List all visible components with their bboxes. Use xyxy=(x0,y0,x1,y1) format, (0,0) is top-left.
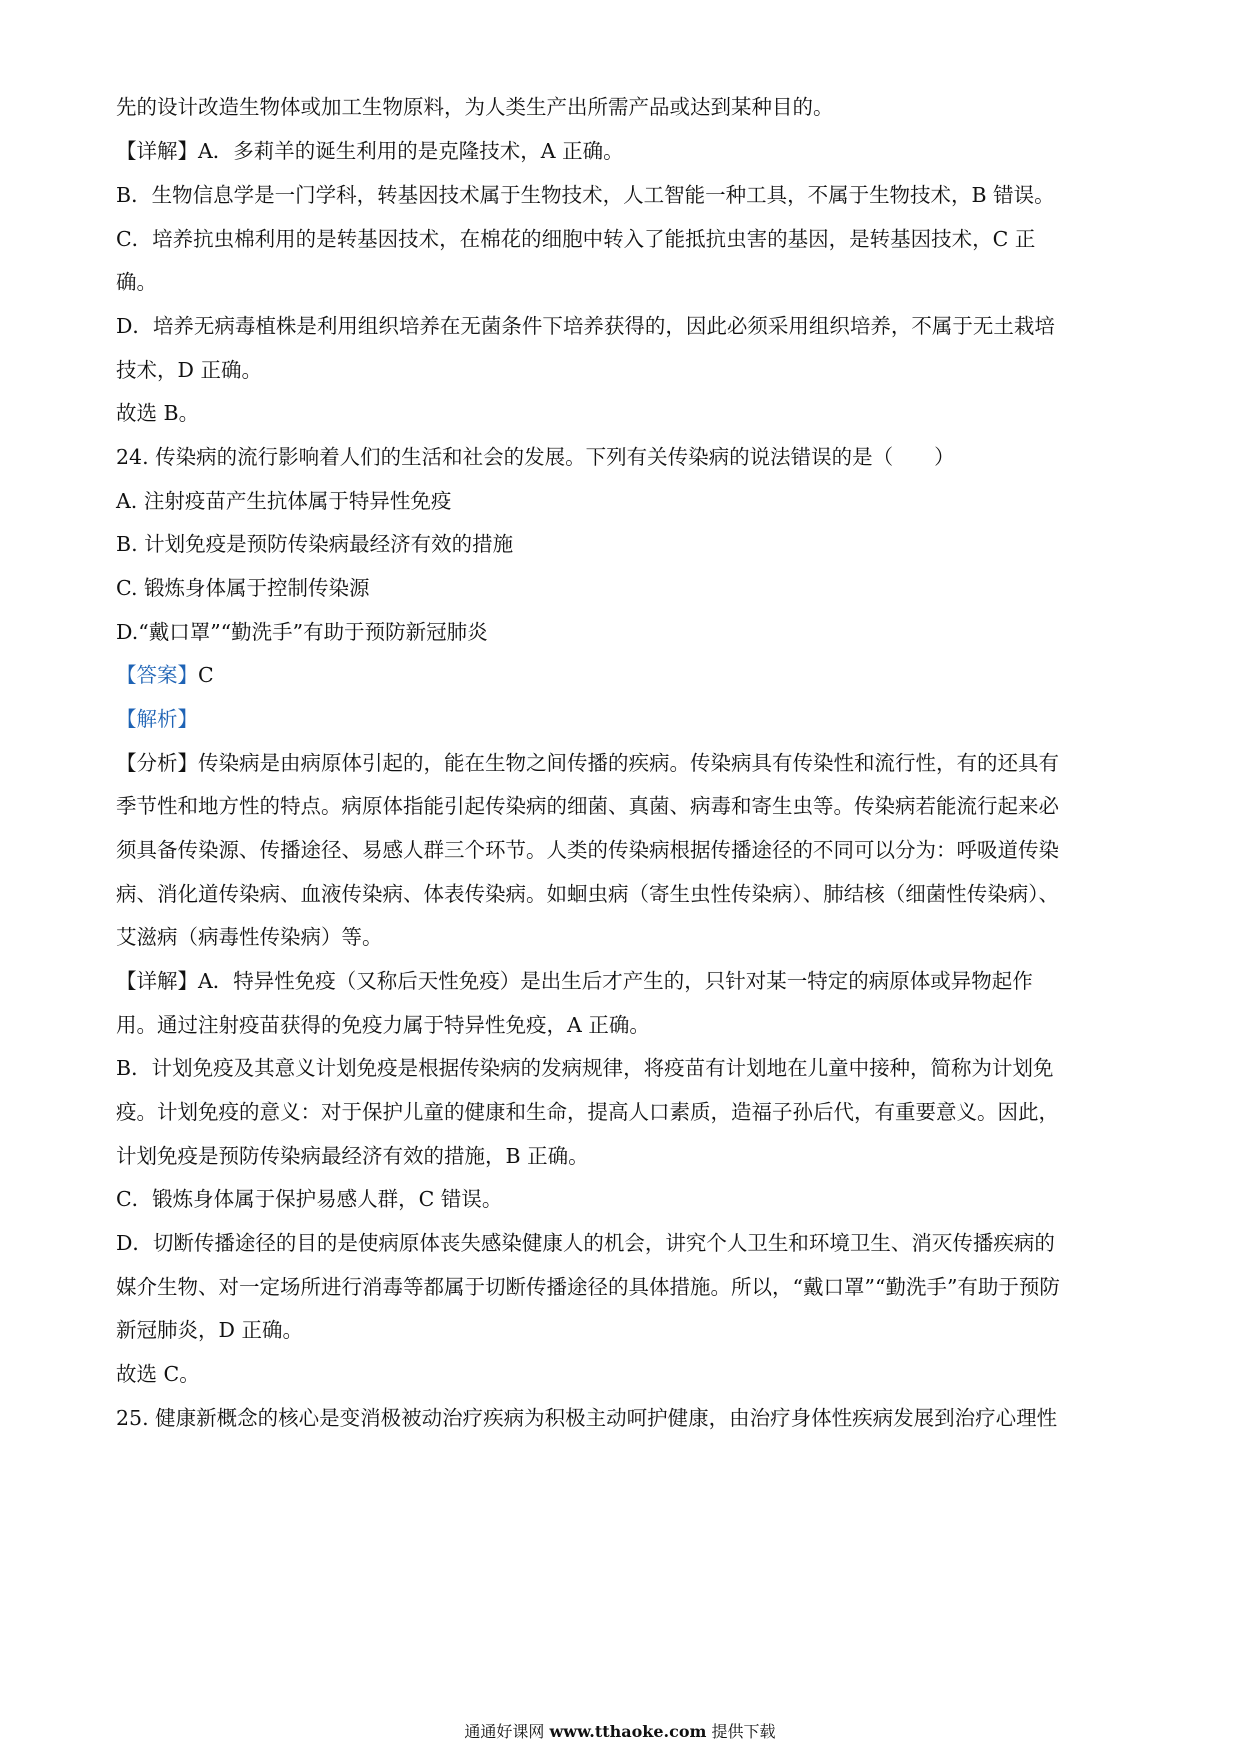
text-line: 艾滋病（病毒性传染病）等。 xyxy=(116,925,383,949)
analysis-label: 【解析】 xyxy=(116,707,198,731)
option-c: C. 锻炼身体属于控制传染源 xyxy=(116,576,370,600)
text-line: 故选 C。 xyxy=(116,1362,200,1386)
answer-label: 【答案】 xyxy=(116,663,198,687)
footer-note: 提供下载 xyxy=(711,1722,776,1741)
text-line: 媒介生物、对一定场所进行消毒等都属于切断传播途径的具体措施。所以，“戴口罩”“勤洗手”有助于预防 xyxy=(116,1275,1060,1299)
text-line: 故选 B。 xyxy=(116,401,200,425)
text-line: 先的设计改造生物体或加工生物原料，为人类生产出所需产品或达到某种目的。 xyxy=(116,95,834,119)
option-d: D.“戴口罩”“勤洗手”有助于预防新冠肺炎 xyxy=(116,620,488,644)
answer-value: C xyxy=(198,663,214,687)
text-line: 【分析】传染病是由病原体引起的，能在生物之间传播的疾病。传染病具有传染性和流行性，有的还具有 xyxy=(116,751,1059,775)
text-line: 新冠肺炎，D 正确。 xyxy=(116,1318,303,1342)
text-line: D．培养无病毒植株是利用组织培养在无菌条件下培养获得的，因此必须采用组织培养，不属于无土栽培 xyxy=(116,314,1055,338)
page-footer xyxy=(0,1721,1240,1743)
text-line: 确。 xyxy=(116,270,157,294)
option-a: A. 注射疫苗产生抗体属于特异性免疫 xyxy=(116,489,452,513)
text-line: C．培养抗虫棉利用的是转基因技术，在棉花的细胞中转入了能抵抗虫害的基因，是转基因技术，C 正 xyxy=(116,227,1036,251)
text-line: 【详解】A．多莉羊的诞生利用的是克隆技术，A 正确。 xyxy=(116,139,624,163)
question-24: 24. 传染病的流行影响着人们的生活和社会的发展。下列有关传染病的说法错误的是（ ） xyxy=(116,445,955,469)
text-line: 病、消化道传染病、血液传染病、体表传染病。如蛔虫病（寄生虫性传染病）、肺结核（细菌性传染病）、 xyxy=(116,882,1059,906)
analysis-line xyxy=(116,704,1136,734)
footer-site: 通通好课网 xyxy=(464,1722,545,1741)
text-line: 用。通过注射疫苗获得的免疫力属于特异性免疫，A 正确。 xyxy=(116,1013,650,1037)
text-line: C．锻炼身体属于保护易感人群，C 错误。 xyxy=(116,1187,503,1211)
text-line: 计划免疫是预防传染病最经济有效的措施，B 正确。 xyxy=(116,1144,589,1168)
text-line: 季节性和地方性的特点。病原体指能引起传染病的细菌、真菌、病毒和寄生虫等。传染病若能流行起来必 xyxy=(116,794,1059,818)
text-line: 疫。计划免疫的意义：对于保护儿童的健康和生命，提高人口素质，造福子孙后代，有重要意义。因此， xyxy=(116,1100,1059,1124)
text-line: D．切断传播途径的目的是使病原体丧失感染健康人的机会，讲究个人卫生和环境卫生、消灭传播疾病的 xyxy=(116,1231,1055,1255)
text-line: B．计划免疫及其意义计划免疫是根据传染病的发病规律，将疫苗有计划地在儿童中接种，简称为计划免 xyxy=(116,1056,1054,1080)
question-25: 25. 健康新概念的核心是变消极被动治疗疾病为积极主动呵护健康，由治疗身体性疾病发展到治疗心理性 xyxy=(116,1406,1058,1430)
text-line: 技术，D 正确。 xyxy=(116,358,262,382)
option-b: B. 计划免疫是预防传染病最经济有效的措施 xyxy=(116,532,514,556)
text-line: 【详解】A．特异性免疫（又称后天性免疫）是出生后才产生的，只针对某一特定的病原体或异物起作 xyxy=(116,969,1033,993)
text-line: B．生物信息学是一门学科，转基因技术属于生物技术，人工智能一种工具，不属于生物技术，B 错误。 xyxy=(116,183,1055,207)
footer-url[interactable]: www.tthaoke.com xyxy=(549,1722,707,1741)
answer-line xyxy=(116,660,1136,690)
text-line: 须具备传染源、传播途径、易感人群三个环节。人类的传染病根据传播途径的不同可以分为：呼吸道传染 xyxy=(116,838,1059,862)
